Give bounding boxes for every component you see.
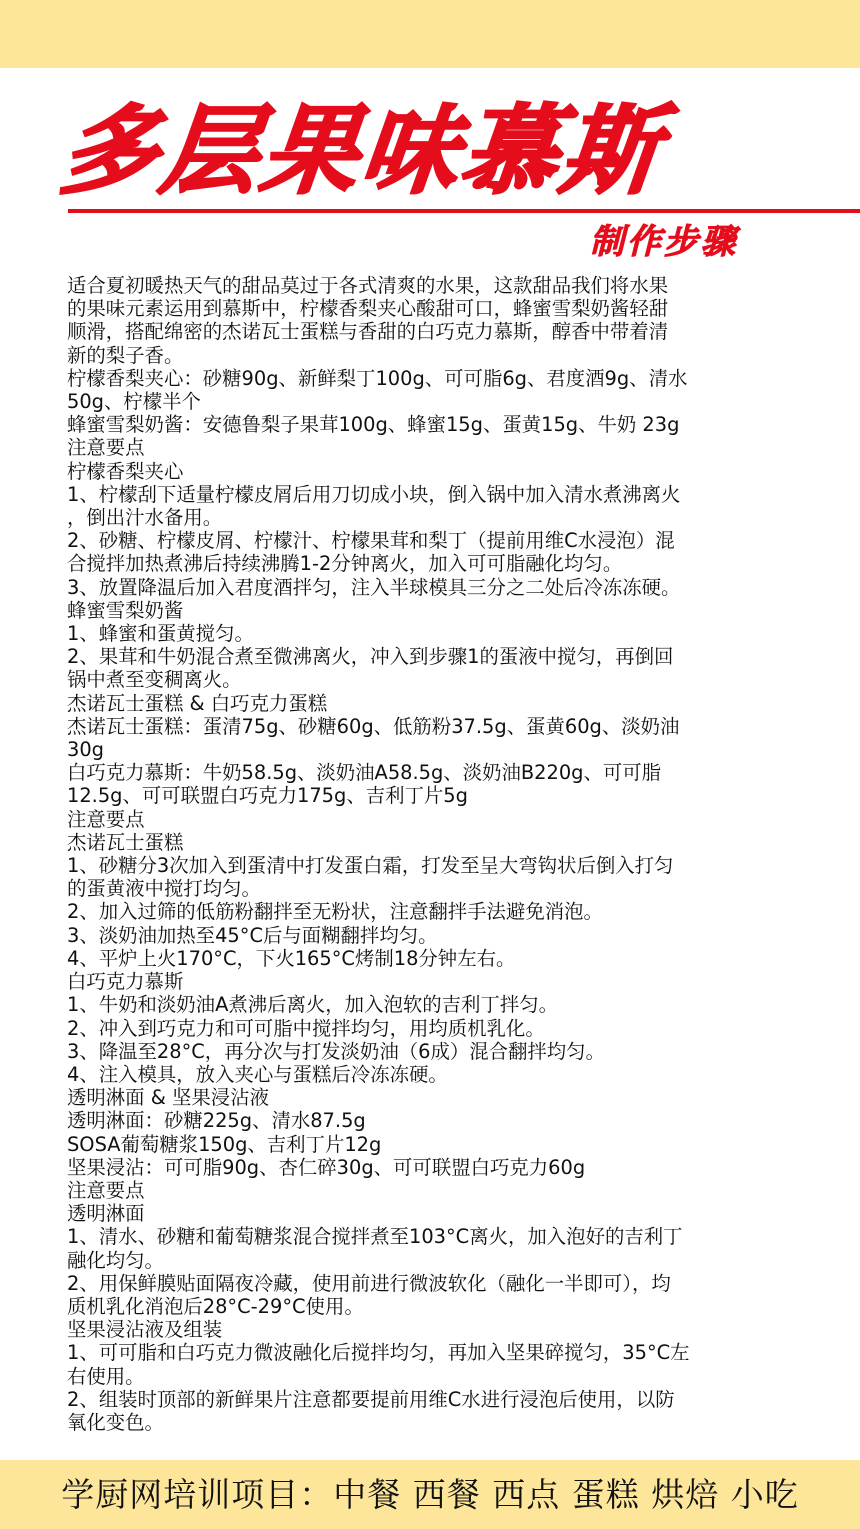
text-line: 4、平炉上火170°C，下火165°C烤制18分钟左右。 — [67, 946, 516, 970]
text-line: 2、冲入到巧克力和可可脂中搅拌均匀，用均质机乳化。 — [67, 1016, 545, 1040]
recipe-text — [67, 274, 802, 1434]
text-line: 1、蜂蜜和蛋黄搅匀。 — [67, 622, 254, 646]
text-line: 右使用。 — [67, 1364, 145, 1388]
text-line: 蜂蜜雪梨奶酱 — [67, 598, 184, 622]
text-line: 杰诺瓦士蛋糕 & 白巧克力蛋糕 — [67, 691, 328, 715]
text-line: 1、砂糖分3次加入到蛋清中打发蛋白霜，打发至呈大弯钩状后倒入打匀 — [67, 854, 674, 878]
text-line: 3、淡奶油加热至45°C后与面糊翻拌均匀。 — [67, 923, 438, 947]
page-subtitle: 制作步骤 — [590, 222, 738, 262]
text-line: 的果味元素运用到慕斯中，柠檬香梨夹心酸甜可口，蜂蜜雪梨奶酱轻甜 — [67, 297, 669, 321]
text-line: 新的梨子香。 — [67, 343, 184, 367]
text-line: 2、砂糖、柠檬皮屑、柠檬汁、柠檬果茸和梨丁（提前用维C水浸泡）混 — [67, 529, 675, 553]
top-banner — [0, 0, 860, 68]
text-line: 3、降温至28°C，再分次与打发淡奶油（6成）混合翻拌均匀。 — [67, 1039, 605, 1063]
text-line: 2、果茸和牛奶混合煮至微沸离火，冲入到步骤1的蛋液中搅匀，再倒回 — [67, 645, 674, 669]
text-line: 50g、柠檬半个 — [67, 390, 201, 414]
text-line: 1、可可脂和白巧克力微波融化后搅拌均匀，再加入坚果碎搅匀，35°C左 — [67, 1341, 690, 1365]
text-line: 白巧克力慕斯 — [67, 970, 184, 994]
text-line: 1、柠檬刮下适量柠檬皮屑后用刀切成小块，倒入锅中加入清水煮沸离火 — [67, 482, 681, 506]
text-line: 透明淋面 — [67, 1202, 145, 1226]
title-divider — [68, 209, 860, 213]
text-line: ，倒出汁水备用。 — [67, 506, 223, 530]
text-line: 的蛋黄液中搅打均匀。 — [67, 877, 261, 901]
text-line: 透明淋面 & 坚果浸沾液 — [67, 1086, 269, 1110]
text-line: 2、组装时顶部的新鲜果片注意都要提前用维C水进行浸泡后使用，以防 — [67, 1387, 675, 1411]
footer-text: 学厨网培训项目：中餐 西餐 西点 蛋糕 烘焙 小吃 — [61, 1475, 799, 1514]
text-line: 顺滑，搭配绵密的杰诺瓦士蛋糕与香甜的白巧克力慕斯，醇香中带着清 — [67, 320, 669, 344]
text-line: 2、加入过筛的低筋粉翻拌至无粉状，注意翻拌手法避免消泡。 — [67, 900, 603, 924]
text-line: 质机乳化消泡后28°C-29°C使用。 — [67, 1294, 364, 1318]
text-line: 透明淋面：砂糖225g、清水87.5g — [67, 1109, 366, 1133]
text-line: 杰诺瓦士蛋糕：蛋清75g、砂糖60g、低筋粉37.5g、蛋黄60g、淡奶油 — [67, 714, 680, 738]
text-line: 注意要点 — [67, 1178, 145, 1202]
text-line: 注意要点 — [67, 436, 145, 460]
text-line: 氧化变色。 — [67, 1410, 164, 1434]
text-line: 适合夏初暖热天气的甜品莫过于各式清爽的水果，这款甜品我们将水果 — [67, 274, 669, 297]
text-line: 1、清水、砂糖和葡萄糖浆混合搅拌煮至103°C离火，加入泡好的吉利丁 — [67, 1225, 683, 1249]
text-line: 蜂蜜雪梨奶酱：安德鲁梨子果茸100g、蜂蜜15g、蛋黄15g、牛奶 23g — [67, 413, 680, 437]
text-line: 2、用保鲜膜贴面隔夜冷藏，使用前进行微波软化（融化一半即可），均 — [67, 1271, 671, 1295]
text-line: 杰诺瓦士蛋糕 — [67, 830, 184, 854]
text-line: SOSA葡萄糖浆150g、吉利丁片12g — [67, 1132, 382, 1156]
page-title: 多层果味慕斯 — [56, 95, 668, 207]
text-line: 坚果浸沾：可可脂90g、杏仁碎30g、可可联盟白巧克力60g — [67, 1155, 586, 1179]
text-line: 3、放置降温后加入君度酒拌匀，注入半球模具三分之二处后冷冻冻硬。 — [67, 575, 681, 599]
text-line: 注意要点 — [67, 807, 145, 831]
text-line: 1、牛奶和淡奶油A煮沸后离火，加入泡软的吉利丁拌匀。 — [67, 993, 558, 1017]
text-line: 4、注入模具，放入夹心与蛋糕后冷冻冻硬。 — [67, 1062, 448, 1086]
text-line: 锅中煮至变稠离火。 — [67, 668, 242, 692]
text-line: 30g — [67, 738, 104, 762]
text-line: 柠檬香梨夹心 — [67, 459, 184, 483]
text-line: 合搅拌加热煮沸后持续沸腾1-2分钟离火，加入可可脂融化均匀。 — [67, 552, 623, 576]
text-line: 融化均匀。 — [67, 1248, 164, 1272]
text-line: 柠檬香梨夹心：砂糖90g、新鲜梨丁100g、可可脂6g、君度酒9g、清水 — [67, 366, 688, 390]
text-line: 坚果浸沾液及组装 — [67, 1318, 223, 1342]
text-line: 12.5g、可可联盟白巧克力175g、吉利丁片5g — [67, 784, 468, 808]
text-line: 白巧克力慕斯：牛奶58.5g、淡奶油A58.5g、淡奶油B220g、可可脂 — [67, 761, 662, 785]
